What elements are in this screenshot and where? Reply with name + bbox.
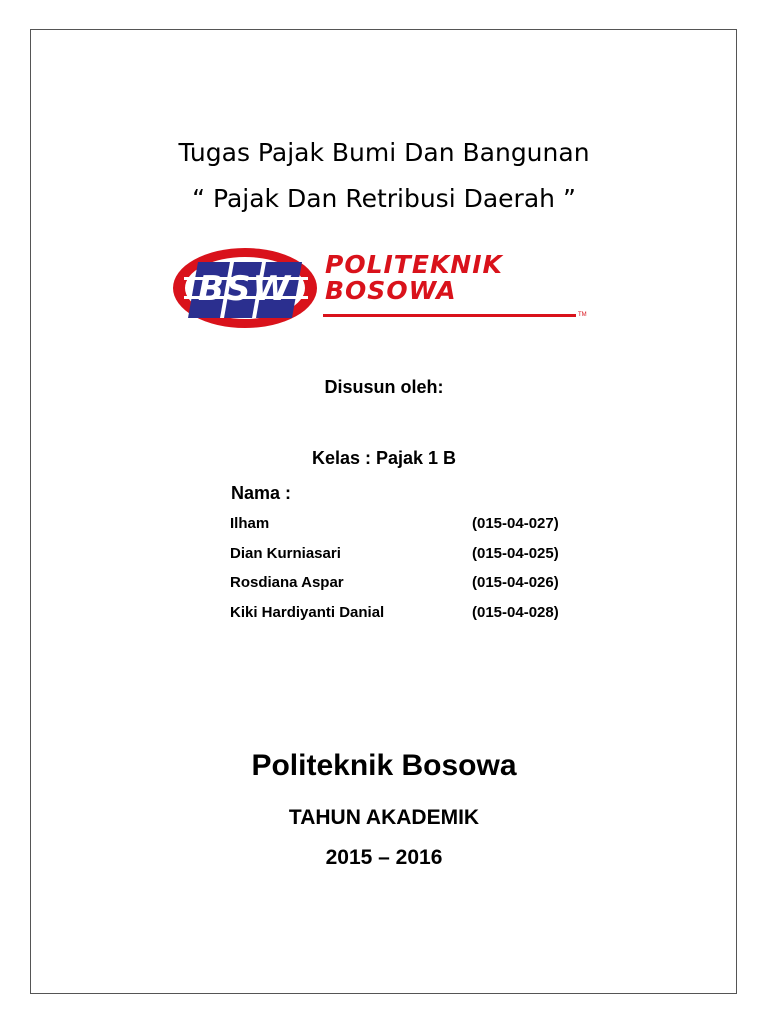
names-label: Nama : — [231, 483, 292, 503]
member-row — [230, 574, 590, 604]
member-row — [230, 545, 590, 575]
member-row — [230, 604, 590, 634]
logo-trademark: TM — [578, 312, 587, 318]
logo-underline — [323, 314, 576, 317]
institution-name: Politeknik Bosowa — [251, 749, 517, 782]
class-line: Kelas : Pajak 1 B — [311, 448, 457, 468]
logo-wordmark-line1: POLITEKNIK — [325, 250, 503, 279]
prepared-by-label: Disusun oleh: — [324, 377, 444, 397]
member-name: Ilham — [230, 515, 270, 532]
logo-wordmark-line2: BOSOWA — [325, 276, 457, 305]
member-row — [230, 515, 590, 545]
academic-year: 2015 – 2016 — [325, 846, 443, 869]
member-name: Rosdiana Aspar — [230, 574, 344, 591]
member-list — [230, 515, 590, 633]
member-id: (015-04-025) — [472, 544, 559, 562]
member-name: Dian Kurniasari — [230, 544, 341, 562]
member-id: (015-04-026) — [472, 574, 559, 591]
document-subtitle: “ Pajak Dan Retribusi Daerah ” — [192, 184, 576, 213]
member-id: (015-04-028) — [472, 603, 559, 621]
member-name: Kiki Hardiyanti Danial — [230, 603, 385, 621]
academic-year-label: TAHUN AKADEMIK — [288, 806, 480, 829]
logo-wordmark — [325, 252, 503, 304]
member-id: (015-04-027) — [472, 515, 559, 532]
document-title: Tugas Pajak Bumi Dan Bangunan — [178, 138, 590, 167]
logo-emblem-text: BSW — [198, 269, 292, 309]
